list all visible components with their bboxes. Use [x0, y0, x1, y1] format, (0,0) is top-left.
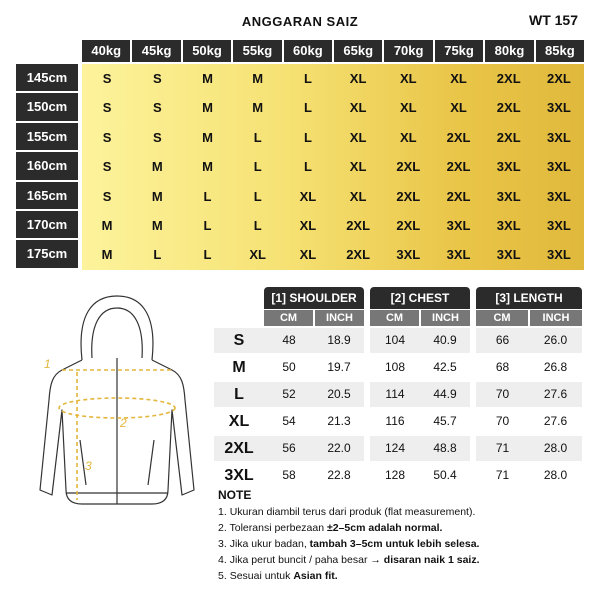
weight-header: 70kg	[384, 40, 432, 62]
size-grid-cell: L	[253, 129, 262, 145]
note-text: Toleransi perbezaan	[229, 522, 327, 534]
measurement-value: 28.0	[529, 436, 582, 461]
size-grid-cell: L	[253, 188, 262, 204]
chest-label: 2	[120, 416, 127, 430]
measurement-rows	[214, 328, 582, 488]
measurement-value: 21.3	[327, 414, 351, 428]
size-label: XL	[228, 413, 250, 430]
note-text: Jika perut buncit / paha besar →	[229, 554, 384, 566]
size-grid-row	[82, 152, 584, 181]
size-grid-cell: 2XL	[346, 247, 371, 263]
measurement-row	[214, 436, 582, 461]
size-label: S	[214, 328, 264, 353]
size-grid-cell: S	[102, 71, 112, 86]
size-grid-cell: 3XL	[496, 188, 521, 204]
height-header: 155cm	[16, 123, 78, 150]
measurement-value: 56	[264, 436, 314, 461]
measurement-value: 48	[264, 328, 314, 353]
measurement-value: 27.6	[529, 382, 582, 407]
unit-inch: INCH	[421, 310, 470, 326]
unit-cm: CM	[476, 310, 528, 326]
measurement-value: 128	[384, 468, 406, 482]
size-grid-cell: 2XL	[446, 188, 471, 204]
height-header: 170cm	[16, 211, 78, 238]
measurement-value: 48.8	[420, 436, 470, 461]
size-grid-cell: M	[252, 71, 264, 86]
page-title: ANGGARAN SAIZ	[241, 14, 359, 29]
measurement-value: 50.4	[433, 468, 457, 482]
right-pocket	[148, 440, 154, 485]
chest-header: [2] CHEST	[370, 287, 470, 309]
note-text: Ukuran diambil terus dari produk (flat measurement).	[229, 506, 476, 518]
size-grid-cell: XL	[349, 159, 367, 175]
size-grid-cell: S	[102, 188, 112, 204]
note-emphasis: disaran naik 1 saiz.	[383, 554, 480, 566]
measurement-row	[214, 409, 582, 434]
note-item	[218, 570, 588, 582]
measurement-value: 52	[264, 382, 314, 407]
measurement-value: 70	[495, 414, 510, 428]
size-grid-cell: 3XL	[547, 188, 571, 204]
weight-header: 55kg	[233, 40, 281, 62]
length-header: [3] LENGTH	[476, 287, 582, 309]
size-label: 2XL	[214, 436, 264, 461]
measurement-row	[214, 463, 582, 488]
measurement-value: 124	[370, 436, 420, 461]
size-grid-row	[82, 211, 584, 240]
size-grid-cell: XL	[299, 188, 317, 204]
weight-header-row	[82, 40, 584, 62]
size-grid-cell: 3XL	[496, 217, 521, 233]
size-grid-cell: S	[152, 100, 162, 116]
note-item	[218, 538, 588, 550]
weight-header: 80kg	[485, 40, 533, 62]
size-grid-cell: M	[101, 247, 113, 263]
note-item	[218, 554, 588, 566]
size-grid-cell: L	[253, 217, 262, 233]
size-grid-cell: 2XL	[547, 71, 571, 86]
size-grid-cell: XL	[349, 100, 367, 116]
measurement-value: 54	[282, 414, 296, 428]
unit-cm: CM	[264, 310, 313, 326]
size-grid-cell: 2XL	[496, 100, 521, 116]
weight-header: 40kg	[82, 40, 130, 62]
note-number: 1.	[218, 506, 227, 518]
note-number: 2.	[218, 522, 227, 534]
size-grid-cell: 3XL	[547, 217, 571, 233]
size-grid-cell: 3XL	[496, 247, 521, 263]
size-grid-cell: S	[102, 129, 112, 145]
weight-header: 60kg	[284, 40, 332, 62]
size-grid-cell: S	[152, 129, 162, 145]
size-grid-cell: M	[202, 71, 213, 86]
measurement-value: 108	[384, 360, 406, 374]
measurement-row	[214, 328, 582, 353]
size-grid-cell: M	[202, 159, 213, 175]
hood-inner	[92, 308, 143, 358]
measurement-row	[214, 355, 582, 380]
size-label: M	[232, 359, 246, 376]
weight-header: 65kg	[334, 40, 382, 62]
size-grid-cell: 2XL	[446, 129, 471, 145]
size-grid-cell: M	[101, 217, 113, 233]
size-grid-cell: L	[253, 159, 262, 175]
size-grid-cell: M	[151, 217, 163, 233]
size-grid-cell: 2XL	[496, 129, 521, 145]
size-grid-cell: M	[151, 188, 163, 204]
size-grid-cell: S	[152, 71, 162, 86]
size-grid-cell: L	[153, 247, 162, 263]
notes-section	[218, 488, 588, 586]
note-emphasis: ±2–5cm adalah normal.	[326, 522, 443, 534]
unit-inch: INCH	[530, 310, 582, 326]
measurement-value: 116	[385, 414, 405, 428]
size-grid-cell: XL	[249, 247, 267, 263]
size-grid-cell: XL	[349, 71, 367, 86]
note-item	[218, 506, 588, 518]
size-grid-cell: L	[203, 217, 212, 233]
measurement-value: 114	[370, 382, 420, 407]
size-grid-cell: S	[102, 100, 112, 116]
measurement-value: 19.7	[327, 360, 351, 374]
size-grid-cell: 3XL	[446, 217, 471, 233]
size-grid-cell: XL	[400, 71, 417, 86]
height-header: 165cm	[16, 182, 78, 209]
size-grid-row	[82, 240, 584, 269]
weight-header: 75kg	[435, 40, 483, 62]
size-grid-cell: 2XL	[346, 217, 371, 233]
unit-headers	[264, 310, 582, 326]
size-grid-cell: 2XL	[446, 159, 471, 175]
size-grid-cell: M	[151, 159, 163, 175]
measurement-value: 26.0	[529, 328, 582, 353]
size-grid-cell: L	[303, 129, 312, 145]
size-grid-cell: XL	[299, 217, 317, 233]
measurement-value: 104	[370, 328, 420, 353]
measurement-value: 40.9	[420, 328, 470, 353]
size-grid-cell: XL	[400, 129, 417, 145]
height-header: 150cm	[16, 93, 78, 120]
shoulder-header: [1] SHOULDER	[264, 287, 364, 309]
size-grid-cell: 3XL	[547, 159, 571, 175]
measurement-value: 27.6	[543, 414, 568, 428]
measurement-table	[214, 287, 582, 488]
size-grid-cell: 3XL	[396, 247, 421, 263]
note-number: 3.	[218, 538, 227, 550]
size-grid-cell: XL	[349, 129, 367, 145]
notes-title: NOTE	[218, 488, 252, 502]
size-grid-cell: 3XL	[496, 159, 521, 175]
size-grid-cell: L	[203, 247, 212, 263]
size-grid-cell: 3XL	[547, 129, 571, 145]
size-grid-cell: L	[303, 100, 312, 116]
size-grid-row	[82, 182, 584, 211]
note-number: 4.	[218, 554, 227, 566]
measurement-value: 44.9	[420, 382, 470, 407]
note-number: 5.	[218, 570, 227, 582]
size-grid-cell: XL	[349, 188, 367, 204]
note-text: Sesuai untuk	[229, 570, 294, 582]
measurement-value: 71	[495, 468, 510, 482]
measurement-value: 42.5	[433, 360, 457, 374]
size-grid	[82, 64, 584, 270]
shoulder-label: 1	[44, 357, 51, 371]
measurement-value: 22.0	[314, 436, 364, 461]
size-grid-cell: L	[203, 188, 212, 204]
size-grid-cell: S	[102, 159, 112, 175]
unit-inch: INCH	[315, 310, 364, 326]
jacket-illustration	[22, 290, 212, 520]
measurement-value: 68	[495, 360, 510, 374]
size-grid-cell: 3XL	[547, 247, 571, 263]
measurement-value: 66	[476, 328, 529, 353]
height-header: 175cm	[16, 240, 78, 267]
size-grid-cell: 2XL	[496, 71, 521, 86]
note-item	[218, 522, 588, 534]
measurement-value: 22.8	[327, 468, 351, 482]
size-grid-cell: XL	[450, 71, 467, 86]
size-grid-cell: 2XL	[396, 188, 421, 204]
size-grid-cell: L	[303, 71, 312, 86]
height-header: 160cm	[16, 152, 78, 179]
size-grid-cell: XL	[400, 100, 417, 116]
measurement-value: 45.7	[433, 414, 457, 428]
measurement-value: 20.5	[314, 382, 364, 407]
size-grid-cell: L	[303, 159, 312, 175]
note-emphasis: Asian fit.	[293, 570, 338, 582]
measurement-value: 28.0	[543, 468, 568, 482]
size-grid-row	[82, 93, 584, 122]
size-grid-cell: 3XL	[547, 100, 571, 116]
size-matrix	[16, 40, 584, 270]
size-label: 3XL	[224, 467, 254, 484]
notes-list	[218, 506, 588, 582]
product-code: WT 157	[528, 12, 578, 28]
measurement-value: 71	[476, 436, 529, 461]
height-header: 145cm	[16, 64, 78, 91]
note-text: Jika ukur badan,	[229, 538, 310, 550]
height-header-column	[16, 64, 78, 270]
size-grid-cell: M	[252, 100, 264, 116]
unit-cm: CM	[370, 310, 419, 326]
size-label: L	[214, 382, 264, 407]
size-grid-cell: 2XL	[396, 159, 421, 175]
measurement-group-headers	[264, 287, 582, 309]
size-grid-cell: 3XL	[446, 247, 471, 263]
note-emphasis: tambah 3–5cm untuk lebih selesa.	[309, 538, 480, 550]
size-grid-cell: 2XL	[396, 217, 421, 233]
size-grid-cell: M	[202, 129, 213, 145]
size-grid-cell: XL	[450, 100, 467, 116]
weight-header: 45kg	[132, 40, 180, 62]
size-grid-row	[82, 64, 584, 93]
size-grid-cell: M	[202, 100, 213, 116]
measurement-value: 18.9	[314, 328, 364, 353]
weight-header: 50kg	[183, 40, 231, 62]
measurement-value: 50	[282, 360, 296, 374]
measurement-value: 58	[282, 468, 296, 482]
size-grid-row	[82, 123, 584, 152]
measurement-row	[214, 382, 582, 407]
length-label: 3	[85, 459, 92, 473]
measurement-value: 26.8	[543, 360, 568, 374]
measurement-value: 70	[476, 382, 529, 407]
weight-header: 85kg	[536, 40, 584, 62]
size-grid-cell: XL	[299, 247, 317, 263]
